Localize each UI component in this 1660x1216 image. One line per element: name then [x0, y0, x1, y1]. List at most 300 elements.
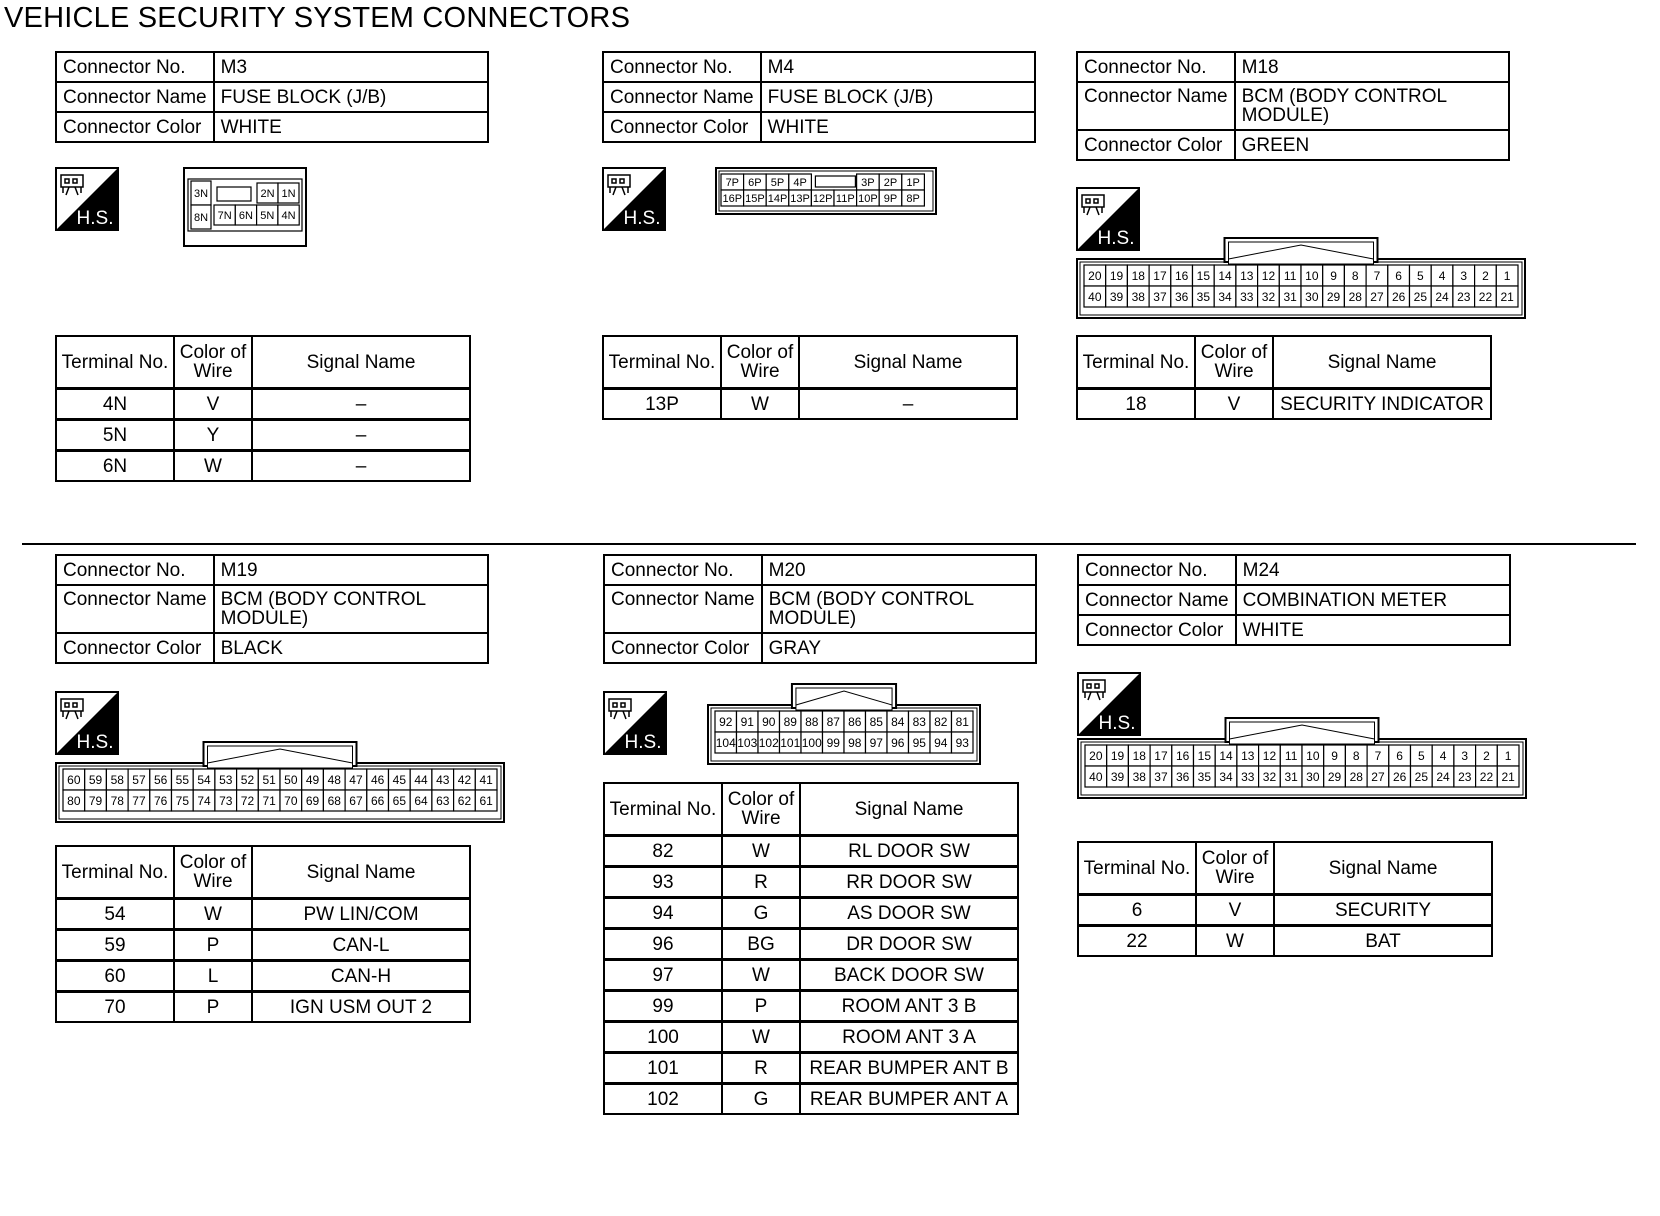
pin-label: 65	[392, 793, 407, 808]
terminal-table-m4	[602, 335, 1018, 420]
terminal-table-m3	[55, 335, 471, 482]
terminal-table-m18	[1076, 335, 1492, 420]
connector-name-label: Connector Name	[56, 585, 214, 633]
hs-icon	[602, 167, 666, 231]
pin-label: 33	[1240, 289, 1254, 304]
wire-color-header: Color of Wire	[1195, 336, 1273, 389]
connector-no-label: Connector No.	[1077, 52, 1235, 82]
pin-label: 68	[327, 793, 341, 808]
wire-color-cell: W	[722, 960, 800, 991]
pin-label: 77	[132, 793, 146, 808]
wire-color-cell: W	[721, 389, 799, 420]
pin-label: 50	[284, 772, 298, 787]
connector-color-label: Connector Color	[603, 112, 761, 142]
pin-label: 15	[1197, 748, 1212, 763]
pin-label: 55	[175, 772, 190, 787]
pin-label: 14	[1219, 748, 1233, 763]
pin-label: 26	[1391, 289, 1406, 304]
signal-name-cell: –	[252, 451, 470, 482]
pin-label: 12	[1261, 268, 1276, 283]
pin-label: 9P	[883, 192, 898, 205]
pin-label: 100	[801, 735, 822, 750]
connector-color-value: GRAY	[762, 633, 1036, 663]
pin-label: 6	[1396, 748, 1403, 763]
pin-label: 7P	[725, 176, 740, 189]
pin-label: 34	[1219, 769, 1233, 784]
pin-label: 36	[1174, 289, 1189, 304]
pin-label: 14P	[767, 192, 788, 205]
pin-label: 44	[414, 772, 428, 787]
table-row	[56, 420, 470, 451]
connector-name-label: Connector Name	[604, 585, 762, 633]
pin-label: 20	[1089, 748, 1103, 763]
pin-label: 101	[780, 735, 801, 750]
connector-name-value: BCM (BODY CONTROL MODULE)	[762, 585, 1036, 633]
pin-label: 53	[219, 772, 233, 787]
connector-face-m19	[55, 741, 505, 823]
signal-name-header: Signal Name	[1273, 336, 1491, 389]
pin-label: 1	[1504, 748, 1512, 763]
pin-label: 4N	[281, 209, 296, 222]
wire-color-cell: W	[722, 836, 800, 867]
pin-label: 23	[1457, 289, 1471, 304]
connector-name-value: COMBINATION METER	[1236, 585, 1510, 615]
wire-color-cell: G	[722, 898, 800, 929]
wire-color-cell: W	[1196, 926, 1274, 957]
pin-label: 16	[1174, 268, 1189, 283]
pin-label: 24	[1436, 769, 1450, 784]
pin-label: 15	[1196, 268, 1211, 283]
terminal-no-cell: 13P	[603, 389, 721, 420]
pin-label: 8	[1351, 268, 1359, 283]
wire-color-cell: P	[174, 930, 252, 961]
pin-label: 87	[826, 714, 840, 729]
pin-label: 30	[1305, 289, 1319, 304]
terminal-no-cell: 60	[56, 961, 174, 992]
pin-label: 5	[1418, 748, 1425, 763]
pin-label: 3P	[861, 176, 875, 189]
pin-label: 52	[240, 772, 255, 787]
pin-label: 39	[1110, 769, 1125, 784]
pin-label: 102	[758, 735, 779, 750]
hs-label: H.S.	[76, 732, 114, 753]
pin-label: 1	[1503, 268, 1511, 283]
pin-label: 22	[1478, 289, 1493, 304]
pin-label: 95	[912, 735, 926, 750]
pin-label: 25	[1414, 769, 1429, 784]
pin-label: 41	[479, 772, 493, 787]
pin-label: 54	[197, 772, 211, 787]
table-row	[56, 961, 470, 992]
pin-label: 38	[1131, 289, 1145, 304]
connector-no-label: Connector No.	[604, 555, 762, 585]
pin-label: 71	[262, 793, 276, 808]
terminal-no-cell: 101	[604, 1053, 722, 1084]
wire-color-cell: G	[722, 1084, 800, 1115]
connector-no-value: M24	[1236, 555, 1510, 585]
pin-label: 85	[869, 714, 883, 729]
wire-color-header: Color of Wire	[174, 846, 252, 899]
connector-color-label: Connector Color	[1077, 130, 1235, 160]
pin-label: 76	[153, 793, 168, 808]
pin-label: 47	[349, 772, 363, 787]
connector-info-m3	[55, 51, 489, 143]
table-row	[604, 1053, 1018, 1084]
table-row	[604, 960, 1018, 991]
pin-label: 5N	[260, 209, 275, 222]
pin-label: 1P	[906, 176, 920, 189]
connector-no-value: M18	[1235, 52, 1509, 82]
table-row	[56, 930, 470, 961]
wire-color-cell: R	[722, 867, 800, 898]
pin-label: 66	[370, 793, 385, 808]
pin-label: 7	[1374, 748, 1382, 763]
pin-label: 28	[1348, 289, 1362, 304]
connector-no-value: M3	[214, 52, 488, 82]
wire-color-cell: V	[1196, 895, 1274, 926]
connector-color-label: Connector Color	[56, 633, 214, 663]
pin-label: 2	[1482, 268, 1489, 283]
signal-name-header: Signal Name	[1274, 842, 1492, 895]
signal-name-cell: SECURITY INDICATOR	[1273, 389, 1491, 420]
wire-color-cell: Y	[174, 420, 252, 451]
signal-name-cell: REAR BUMPER ANT B	[800, 1053, 1018, 1084]
signal-name-cell: ROOM ANT 3 A	[800, 1022, 1018, 1053]
pin-label: 16	[1175, 748, 1190, 763]
wire-color-cell: W	[174, 899, 252, 930]
pin-label: 70	[284, 793, 298, 808]
terminal-no-cell: 54	[56, 899, 174, 930]
wire-color-header: Color of Wire	[1196, 842, 1274, 895]
connector-no-value: M19	[214, 555, 488, 585]
table-row	[56, 899, 470, 930]
pin-label: 73	[219, 793, 233, 808]
pin-label: 35	[1197, 769, 1212, 784]
wire-color-cell: R	[722, 1053, 800, 1084]
pin-label: 59	[88, 772, 103, 787]
terminal-no-cell: 99	[604, 991, 722, 1022]
connector-face-m3	[183, 167, 307, 247]
table-row	[604, 1084, 1018, 1115]
pin-label: 69	[305, 793, 320, 808]
pin-label: 15P	[745, 192, 765, 205]
wire-color-cell: P	[174, 992, 252, 1023]
wire-color-header: Color of Wire	[174, 336, 252, 389]
table-row	[56, 389, 470, 420]
signal-name-cell: –	[252, 389, 470, 420]
pin-label: 88	[805, 714, 819, 729]
terminal-no-cell: 6N	[56, 451, 174, 482]
connector-name-value: FUSE BLOCK (J/B)	[214, 82, 488, 112]
pin-label: 80	[67, 793, 81, 808]
pin-label: 79	[88, 793, 103, 808]
signal-name-header: Signal Name	[799, 336, 1017, 389]
connector-info-m20	[603, 554, 1037, 664]
hs-label: H.S.	[1098, 713, 1136, 734]
connector-name-value: FUSE BLOCK (J/B)	[761, 82, 1035, 112]
pin-label: 14	[1218, 268, 1232, 283]
signal-name-cell: REAR BUMPER ANT A	[800, 1084, 1018, 1115]
terminal-no-cell: 5N	[56, 420, 174, 451]
wire-color-header: Color of Wire	[721, 336, 799, 389]
signal-name-cell: SECURITY	[1274, 895, 1492, 926]
connector-color-value: WHITE	[214, 112, 488, 142]
terminal-no-cell: 100	[604, 1022, 722, 1053]
pin-label: 3	[1460, 268, 1468, 283]
terminal-table-m20	[603, 782, 1019, 1115]
connector-info-m24	[1077, 554, 1511, 646]
signal-name-cell: DR DOOR SW	[800, 929, 1018, 960]
pin-label: 49	[305, 772, 320, 787]
connector-name-label: Connector Name	[56, 82, 214, 112]
page-title: VEHICLE SECURITY SYSTEM CONNECTORS	[4, 2, 631, 34]
terminal-no-cell: 96	[604, 929, 722, 960]
wire-color-cell: P	[722, 991, 800, 1022]
pin-label: 20	[1088, 268, 1102, 283]
connector-face-m24	[1077, 717, 1527, 799]
pin-label: 18	[1131, 268, 1145, 283]
signal-name-cell: PW LIN/COM	[252, 899, 470, 930]
table-row	[604, 898, 1018, 929]
hs-label: H.S.	[624, 732, 662, 753]
pin-label: 10	[1305, 268, 1319, 283]
pin-label: 93	[955, 735, 969, 750]
terminal-table-m19	[55, 845, 471, 1023]
pin-label: 6	[1395, 268, 1402, 283]
terminal-no-cell: 22	[1078, 926, 1196, 957]
table-row	[1078, 895, 1492, 926]
pin-label: 98	[848, 735, 862, 750]
connector-face-m20	[707, 683, 981, 765]
connector-color-value: WHITE	[1236, 615, 1510, 645]
pin-label: 3	[1461, 748, 1469, 763]
hs-label: H.S.	[623, 208, 661, 229]
terminal-no-cell: 97	[604, 960, 722, 991]
pin-label: 4	[1438, 268, 1446, 283]
pin-label: 19	[1110, 748, 1125, 763]
pin-label: 92	[719, 714, 733, 729]
hs-icon	[55, 167, 119, 231]
pin-label: 2P	[883, 176, 898, 189]
table-row	[1077, 389, 1491, 420]
pin-label: 81	[955, 714, 969, 729]
pin-label: 25	[1413, 289, 1428, 304]
pin-label: 58	[110, 772, 124, 787]
pin-label: 40	[1089, 769, 1103, 784]
terminal-no-cell: 70	[56, 992, 174, 1023]
pin-label: 84	[891, 714, 905, 729]
connector-no-label: Connector No.	[1078, 555, 1236, 585]
pin-label: 11	[1284, 748, 1298, 763]
pin-label: 82	[934, 714, 948, 729]
pin-label: 13P	[790, 192, 810, 205]
pin-label: 51	[262, 772, 276, 787]
terminal-table-m24	[1077, 841, 1493, 957]
pin-label: 6N	[238, 209, 253, 222]
pin-label: 23	[1458, 769, 1472, 784]
pin-label: 91	[740, 714, 754, 729]
pin-label: 19	[1109, 268, 1124, 283]
connector-color-value: BLACK	[214, 633, 488, 663]
signal-name-cell: RL DOOR SW	[800, 836, 1018, 867]
connector-no-label: Connector No.	[603, 52, 761, 82]
signal-name-cell: CAN-L	[252, 930, 470, 961]
pin-label: 38	[1132, 769, 1146, 784]
terminal-no-cell: 18	[1077, 389, 1195, 420]
pin-label: 27	[1370, 289, 1384, 304]
connector-name-label: Connector Name	[1077, 82, 1235, 130]
pin-label: 61	[479, 793, 493, 808]
pin-label: 45	[392, 772, 407, 787]
wire-color-cell: BG	[722, 929, 800, 960]
connector-face-m4	[715, 167, 937, 217]
pin-label: 13	[1240, 268, 1254, 283]
terminal-no-cell: 93	[604, 867, 722, 898]
signal-name-cell: BAT	[1274, 926, 1492, 957]
terminal-no-cell: 94	[604, 898, 722, 929]
connector-no-value: M20	[762, 555, 1036, 585]
connector-name-value: BCM (BODY CONTROL MODULE)	[1235, 82, 1509, 130]
connector-no-label: Connector No.	[56, 52, 214, 82]
hs-icon	[603, 691, 667, 755]
pin-label: 94	[934, 735, 948, 750]
pin-label: 83	[912, 714, 926, 729]
pin-label: 30	[1306, 769, 1320, 784]
pin-label: 46	[370, 772, 385, 787]
pin-label: 3N	[193, 187, 209, 200]
signal-name-cell: ROOM ANT 3 B	[800, 991, 1018, 1022]
pin-label: 67	[349, 793, 363, 808]
pin-label: 32	[1261, 289, 1276, 304]
table-row	[604, 1022, 1018, 1053]
hs-label: H.S.	[76, 208, 114, 229]
pin-label: 75	[175, 793, 190, 808]
pin-label: 96	[891, 735, 905, 750]
connector-color-label: Connector Color	[604, 633, 762, 663]
pin-label: 2N	[260, 187, 275, 200]
pin-label: 48	[327, 772, 341, 787]
pin-label: 26	[1392, 769, 1407, 784]
pin-label: 31	[1284, 769, 1298, 784]
terminal-no-header: Terminal No.	[56, 846, 174, 899]
connector-color-label: Connector Color	[1078, 615, 1236, 645]
pin-label: 11P	[835, 192, 855, 205]
pin-label: 13	[1241, 748, 1255, 763]
pin-label: 36	[1175, 769, 1190, 784]
signal-name-header: Signal Name	[800, 783, 1018, 836]
terminal-no-cell: 82	[604, 836, 722, 867]
wire-color-cell: W	[722, 1022, 800, 1053]
wire-color-cell: V	[1195, 389, 1273, 420]
pin-label: 89	[783, 714, 797, 729]
connector-info-m19	[55, 554, 489, 664]
terminal-no-header: Terminal No.	[1077, 336, 1195, 389]
pin-label: 43	[436, 772, 450, 787]
terminal-no-header: Terminal No.	[603, 336, 721, 389]
pin-label: 28	[1349, 769, 1363, 784]
hs-label: H.S.	[1097, 228, 1135, 249]
pin-label: 40	[1088, 289, 1102, 304]
pin-label: 17	[1153, 268, 1167, 283]
signal-name-header: Signal Name	[252, 336, 470, 389]
pin-label: 39	[1109, 289, 1124, 304]
signal-name-cell: AS DOOR SW	[800, 898, 1018, 929]
connector-no-label: Connector No.	[56, 555, 214, 585]
wire-color-cell: L	[174, 961, 252, 992]
table-row	[604, 991, 1018, 1022]
pin-label: 56	[153, 772, 168, 787]
pin-label: 1N	[281, 187, 296, 200]
signal-name-cell: IGN USM OUT 2	[252, 992, 470, 1023]
terminal-no-cell: 4N	[56, 389, 174, 420]
connector-name-value: BCM (BODY CONTROL MODULE)	[214, 585, 488, 633]
pin-label: 4P	[793, 176, 807, 189]
signal-name-cell: –	[252, 420, 470, 451]
pin-label: 21	[1500, 289, 1514, 304]
wire-color-header: Color of Wire	[722, 783, 800, 836]
connector-name-label: Connector Name	[603, 82, 761, 112]
connector-name-label: Connector Name	[1078, 585, 1236, 615]
pin-label: 18	[1132, 748, 1146, 763]
pin-label: 7	[1373, 268, 1381, 283]
pin-label: 5	[1417, 268, 1424, 283]
section-divider	[22, 543, 1636, 545]
pin-label: 57	[132, 772, 146, 787]
connector-color-value: GREEN	[1235, 130, 1509, 160]
signal-name-header: Signal Name	[252, 846, 470, 899]
connector-face-m18	[1076, 237, 1526, 319]
pin-label: 27	[1371, 769, 1385, 784]
pin-label: 37	[1154, 769, 1168, 784]
terminal-no-cell: 6	[1078, 895, 1196, 926]
terminal-no-header: Terminal No.	[56, 336, 174, 389]
pin-label: 9	[1330, 268, 1337, 283]
pin-label: 42	[457, 772, 472, 787]
pin-label: 34	[1218, 289, 1232, 304]
connector-color-value: WHITE	[761, 112, 1035, 142]
pin-label: 5P	[770, 176, 785, 189]
pin-label: 31	[1283, 289, 1297, 304]
pin-label: 74	[197, 793, 211, 808]
pin-label: 22	[1479, 769, 1494, 784]
table-row	[56, 451, 470, 482]
signal-name-cell: RR DOOR SW	[800, 867, 1018, 898]
pin-label: 64	[414, 793, 428, 808]
pin-label: 29	[1327, 769, 1342, 784]
terminal-no-header: Terminal No.	[1078, 842, 1196, 895]
pin-label: 72	[240, 793, 255, 808]
connector-no-value: M4	[761, 52, 1035, 82]
pin-label: 21	[1501, 769, 1515, 784]
pin-label: 32	[1262, 769, 1277, 784]
terminal-no-cell: 102	[604, 1084, 722, 1115]
pin-label: 12P	[812, 192, 833, 205]
table-row	[604, 867, 1018, 898]
connector-info-m18	[1076, 51, 1510, 161]
pin-label: 11	[1283, 268, 1297, 283]
pin-label: 90	[762, 714, 776, 729]
pin-label: 63	[436, 793, 450, 808]
pin-label: 7N	[217, 209, 232, 222]
pin-label: 35	[1196, 289, 1211, 304]
wire-color-cell: V	[174, 389, 252, 420]
pin-label: 103	[737, 735, 758, 750]
pin-label: 33	[1241, 769, 1255, 784]
pin-label: 24	[1435, 289, 1449, 304]
pin-label: 10	[1306, 748, 1320, 763]
pin-label: 62	[457, 793, 472, 808]
signal-name-cell: CAN-H	[252, 961, 470, 992]
